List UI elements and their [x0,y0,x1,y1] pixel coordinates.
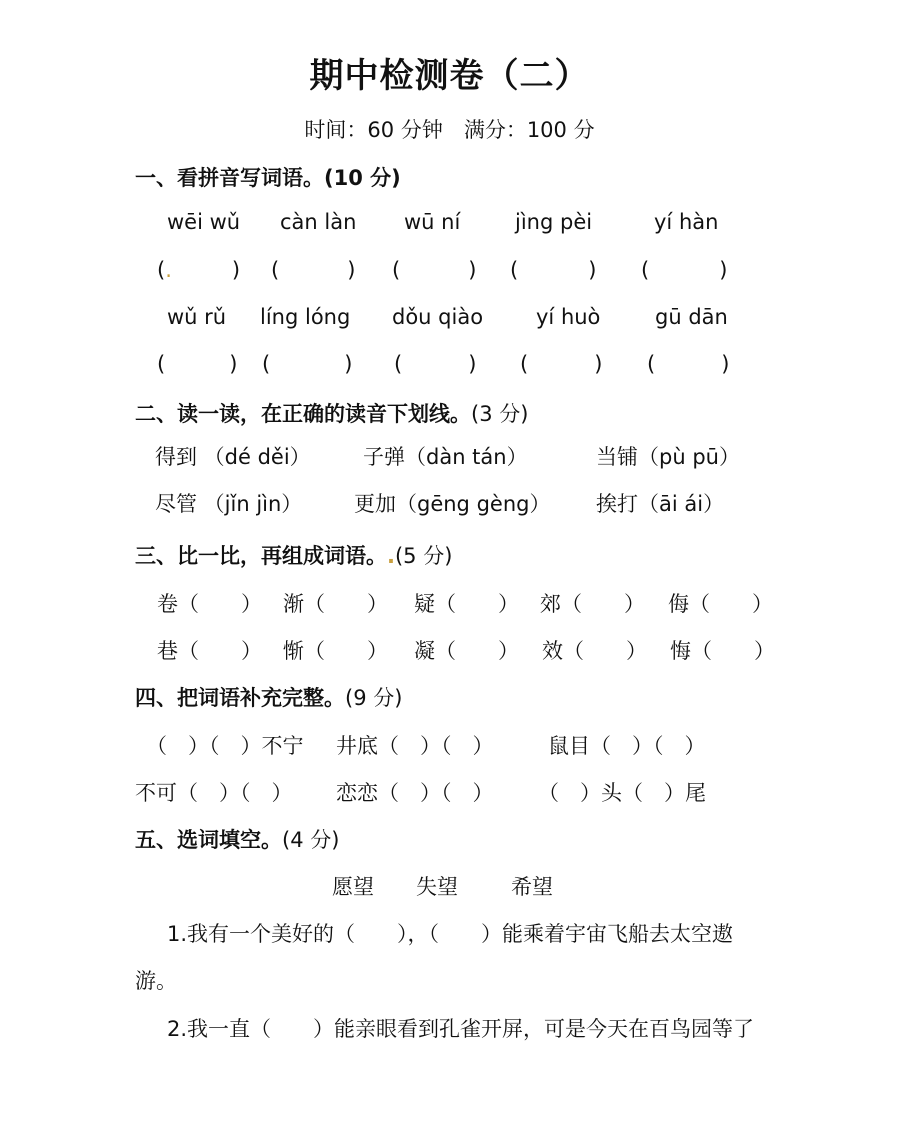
idiom-item-2[interactable]: 井底（ ）（ ） [336,734,494,758]
section-5-title: 五、选词填空。 [135,828,282,852]
compare-item-5[interactable]: 侮（ ） [668,592,773,616]
dot-mark: . [165,258,172,282]
section-2-points: (3 分) [471,402,529,426]
answer-box-1-4[interactable]: ( ) [510,258,597,282]
pinyin-1-5: yí hàn [654,210,719,234]
compare-item-10[interactable]: 悔（ ） [670,639,775,663]
compare-item-7[interactable]: 惭（ ） [283,639,388,663]
reading-item-2[interactable]: 子弹（dàn tán） [363,445,528,469]
reading-item-4[interactable]: 尽管 （jǐn jìn） [155,492,303,516]
reading-item-5[interactable]: 更加（gēng gèng） [354,492,551,516]
answer-box-2-3[interactable]: ( ) [394,352,477,376]
question-2-line-1[interactable]: 2.我一直（ ）能亲眼看到孔雀开屏，可是今天在百鸟园等了 [167,1017,755,1041]
section-4-heading [135,682,402,712]
exam-info: 时间：60 分钟 满分：100 分 [304,118,595,142]
question-1-line-2: 游。 [135,969,177,993]
pinyin-1-1: wēi wǔ [167,210,241,234]
section-4-title: 四、把词语补充完整。 [135,686,345,710]
answer-box-1-3[interactable]: ( ) [392,258,477,282]
section-3-title: 三、比一比，再组成词语。 [135,544,387,568]
word-option-3: 希望 [511,875,553,899]
pinyin-2-2: líng lóng [260,305,351,329]
pinyin-2-1: wǔ rǔ [167,305,227,329]
dot-mark: . [387,544,395,568]
pinyin-1-2: càn làn [280,210,357,234]
reading-item-3[interactable]: 当铺（pù pū） [596,445,740,469]
answer-box-2-1[interactable]: ( ) [157,352,238,376]
pinyin-2-3: dǒu qiào [392,305,484,329]
idiom-item-4[interactable]: 不可（ ）（ ） [135,781,293,805]
answer-box-1-2[interactable]: ( ) [271,258,356,282]
idiom-item-6[interactable]: （ ）头（ ）尾 [538,781,706,805]
page-title: 期中检测卷（二） [309,56,590,96]
idiom-item-1[interactable]: （ ）（ ）不宁 [146,734,304,758]
answer-box-1-1[interactable]: (. ) [157,258,241,282]
pinyin-1-4: jìng pèi [515,210,593,234]
section-1-points: (10 分) [324,166,401,190]
compare-item-4[interactable]: 郊（ ） [540,592,645,616]
compare-item-3[interactable]: 疑（ ） [414,592,519,616]
section-4-points: (9 分) [345,686,403,710]
section-2-heading [135,398,528,428]
section-5-points: (4 分) [282,828,340,852]
idiom-item-3[interactable]: 鼠目（ ）（ ） [548,734,706,758]
section-3-heading [135,540,452,570]
pinyin-1-3: wū ní [404,210,461,234]
compare-item-8[interactable]: 凝（ ） [414,639,519,663]
idiom-item-5[interactable]: 恋恋（ ）（ ） [336,781,494,805]
answer-box-2-2[interactable]: ( ) [262,352,353,376]
reading-item-1[interactable]: 得到 （dé děi） [155,445,311,469]
compare-item-1[interactable]: 卷（ ） [157,592,262,616]
section-3-points: (5 分) [394,544,453,568]
pinyin-2-5: gū dān [655,305,728,329]
answer-box-1-5[interactable]: ( ) [641,258,728,282]
question-1-line-1[interactable]: 1.我有一个美好的（ ），（ ）能乘着宇宙飞船去太空遨 [167,922,734,946]
section-1-title: 一、看拼音写词语。 [135,166,324,190]
answer-box-2-5[interactable]: ( ) [647,352,730,376]
answer-box-2-4[interactable]: ( ) [520,352,603,376]
section-5-heading [135,824,339,854]
compare-item-2[interactable]: 渐（ ） [283,592,388,616]
word-option-1: 愿望 [332,875,374,899]
pinyin-2-4: yí huò [536,305,601,329]
reading-item-6[interactable]: 挨打（āi ái） [596,492,725,516]
compare-item-9[interactable]: 效（ ） [542,639,647,663]
section-1-heading [135,162,401,192]
section-2-title: 二、读一读，在正确的读音下划线。 [135,402,471,426]
compare-item-6[interactable]: 巷（ ） [157,639,262,663]
word-option-2: 失望 [416,875,458,899]
